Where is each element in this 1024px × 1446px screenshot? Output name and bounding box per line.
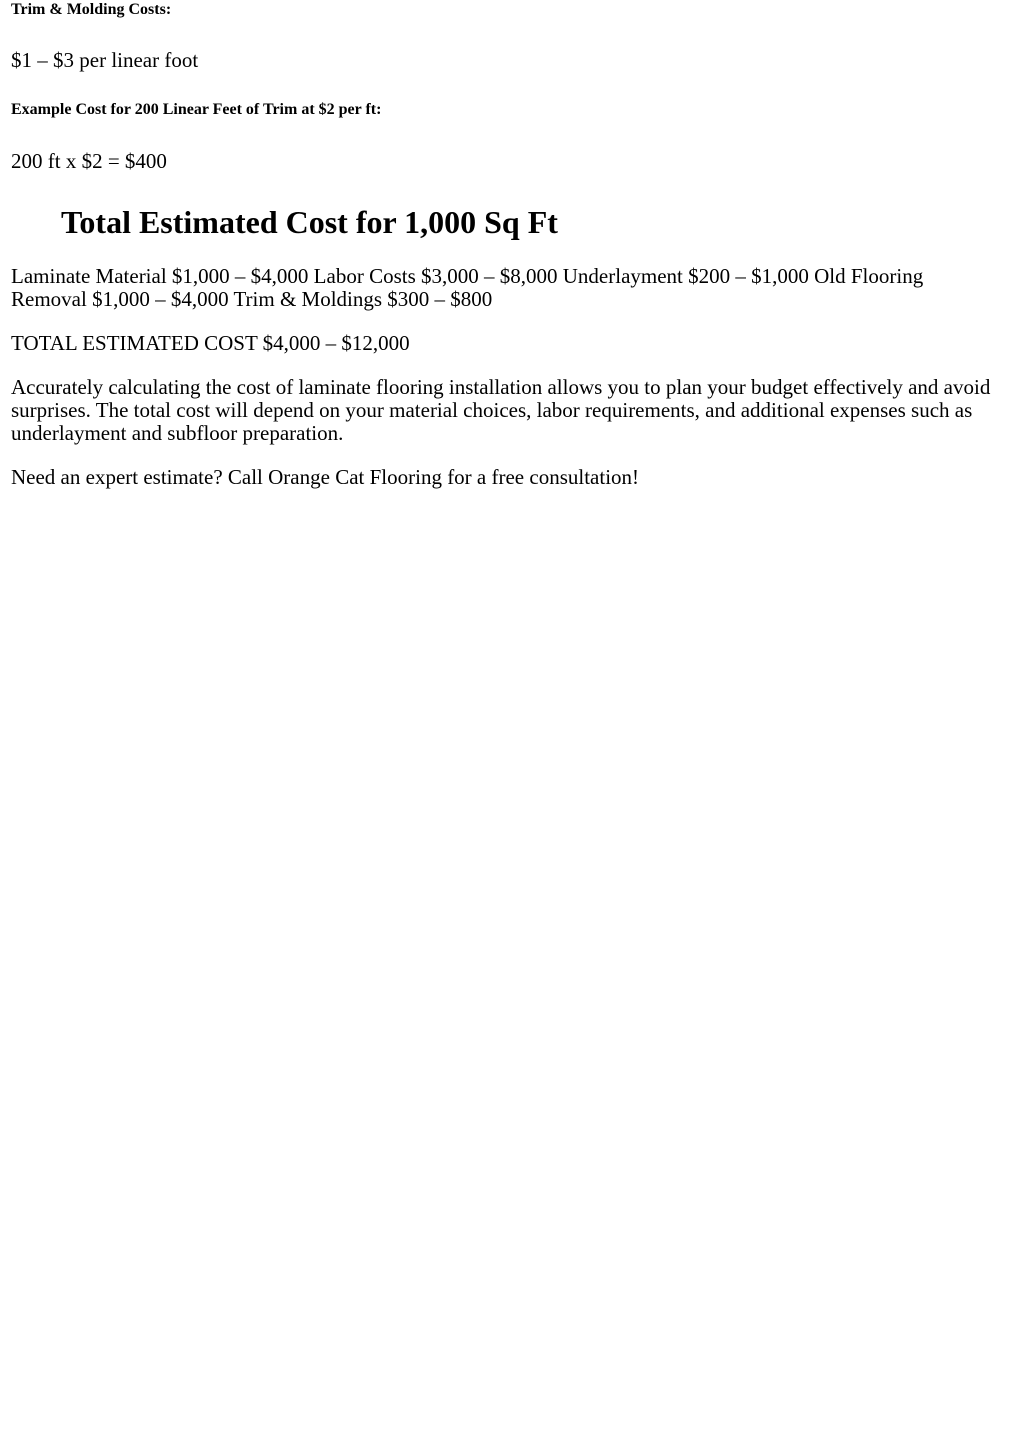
example-calculation-text: 200 ft x $2 = $400	[11, 149, 167, 173]
summary-paragraph: Accurately calculating the cost of laminate flooring installation allows you to plan your budget effectively and avoid surprises. The total cost will depend on your material choices, labor requirements, and additional expenses such as underlayment and subfloor preparation.	[11, 375, 991, 445]
trim-rate-text: $1 – $3 per linear foot	[11, 48, 199, 72]
total-estimated-cost-heading: Total Estimated Cost for 1,000 Sq Ft	[61, 204, 558, 240]
total-estimated-cost-text: TOTAL ESTIMATED COST $4,000 – $12,000	[11, 331, 410, 355]
call-to-action-text: Need an expert estimate? Call Orange Cat Flooring for a free consultation!	[11, 465, 640, 489]
example-cost-label: Example Cost for 200 Linear Feet of Trim at $2 per ft:	[11, 101, 382, 118]
cost-breakdown-text: Laminate Material $1,000 – $4,000 Labor Costs $3,000 – $8,000 Underlayment $200 – $1,000 Old Flooring Removal $1,000 – $4,000 Trim & Moldings $300 – $800	[11, 264, 924, 311]
trim-molding-costs-label: Trim & Molding Costs:	[11, 1, 172, 18]
